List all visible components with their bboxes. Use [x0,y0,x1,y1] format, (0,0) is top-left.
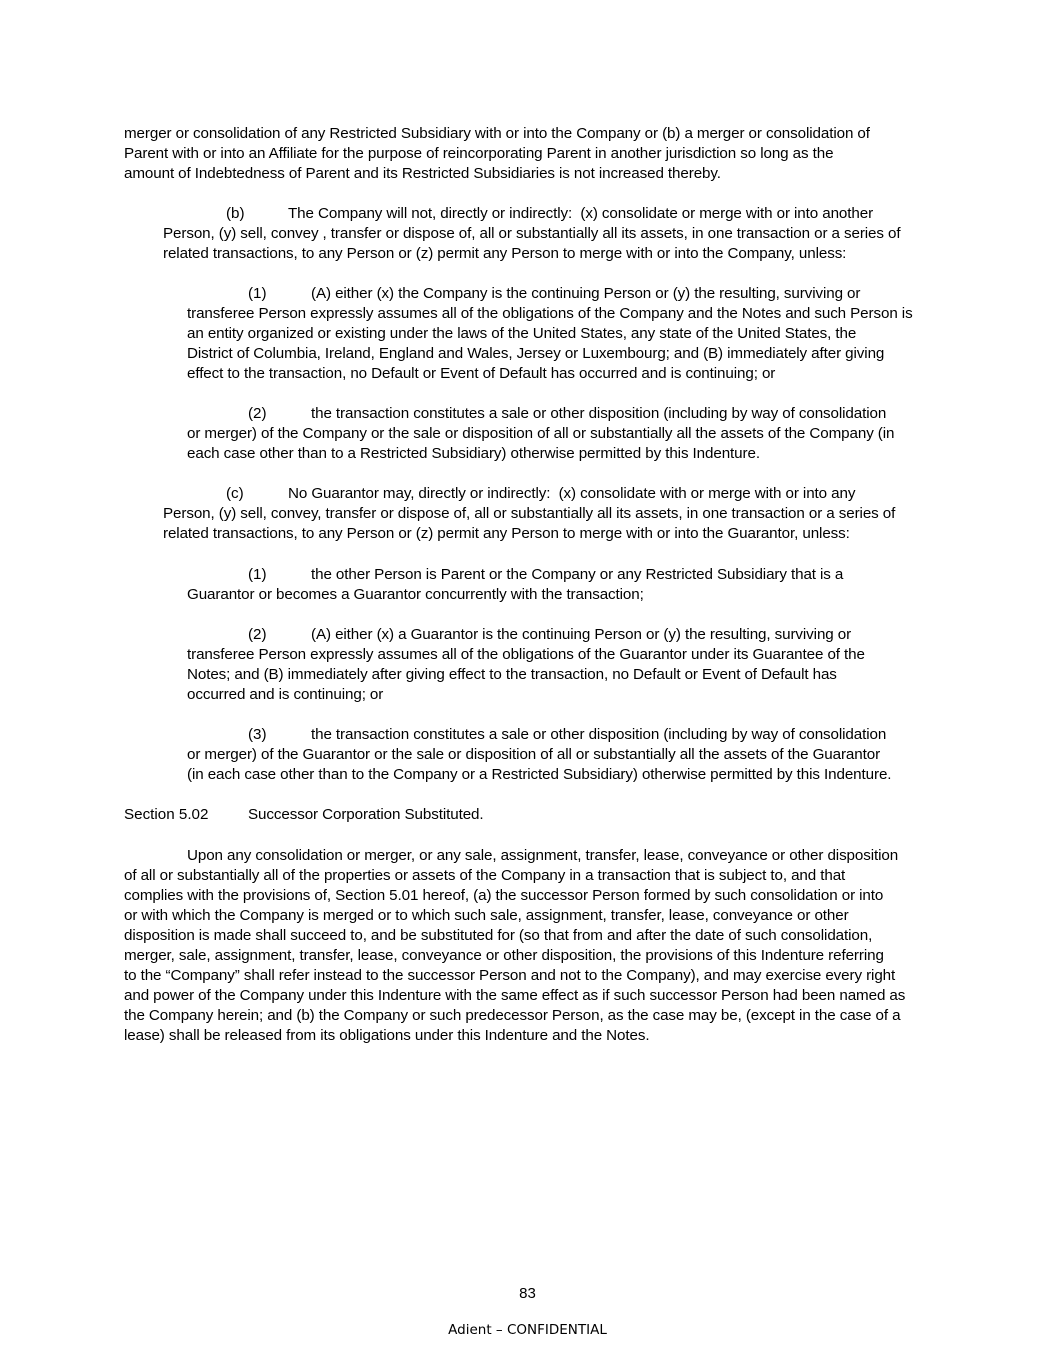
clause-b-item-1-line: transferee Person expressly assumes all of the obligations of the Company and the Notes and such Person is [187,305,913,322]
section-number: Section 5.02 [124,806,209,823]
clause-b-line: related transactions, to any Person or (z) permit any Person to merge with or into the Company, unless: [163,245,847,262]
clause-b-item-2-marker: (2) [248,405,267,422]
clause-c-line: No Guarantor may, directly or indirectly: (x) consolidate with or merge with or into any [288,485,856,502]
clause-c-item-1-marker: (1) [248,566,267,583]
section-body-line: disposition is made shall succeed to, and be substituted for (so that from and after the date of such consolidation, [124,927,873,944]
clause-c-item-2-line: Notes; and (B) immediately after giving effect to the transaction, no Default or Event of Default has [187,666,837,683]
clause-c-item-2-line: occurred and is continuing; or [187,686,384,703]
section-body-line: the Company herein; and (b) the Company or such predecessor Person, as the case may be, (except in the case of a [124,1007,901,1024]
clause-b-item-1-line: District of Columbia, Ireland, England and Wales, Jersey or Luxembourg; and (B) immediately after giving [187,345,885,362]
section-body-line: lease) shall be released from its obligations under this Indenture and the Notes. [124,1027,650,1044]
section-title: Successor Corporation Substituted. [248,806,484,823]
clause-b-item-1-line: an entity organized or existing under the laws of the United States, any state of the United States, the [187,325,857,342]
clause-c-item-2-line: transferee Person expressly assumes all of the obligations of the Guarantor under its Guarantee of the [187,646,865,663]
clause-b-item-1-line: effect to the transaction, no Default or Event of Default has occurred and is continuing; or [187,365,776,382]
clause-c-item-2-marker: (2) [248,626,267,643]
clause-b-item-1-marker: (1) [248,285,267,302]
clause-b-item-1-line: (A) either (x) the Company is the continuing Person or (y) the resulting, surviving or [311,285,861,302]
clause-c-item-3-marker: (3) [248,726,267,743]
section-body-line: and power of the Company under this Indenture with the same effect as if such successor Person had been named as [124,987,906,1004]
clause-c-item-3-line: (in each case other than to the Company or a Restricted Subsidiary) otherwise permitted by this Indenture. [187,766,892,783]
clause-b-line: The Company will not, directly or indirectly: (x) consolidate or merge with or into another [288,205,874,222]
page-number: 83 [519,1285,536,1302]
clause-b-item-2-line: or merger) of the Company or the sale or disposition of all or substantially all the assets of the Company (in [187,425,895,442]
intro-line: Parent with or into an Affiliate for the purpose of reincorporating Parent in another jurisdiction so long as the [124,145,834,162]
clause-c-item-3-line: the transaction constitutes a sale or other disposition (including by way of consolidation [311,726,887,743]
section-body-line: complies with the provisions of, Section 5.01 hereof, (a) the successor Person formed by such consolidation or into [124,887,884,904]
section-body-line: to the “Company” shall refer instead to the successor Person and not to the Company), and may exercise every right [124,967,896,984]
clause-c-line: Person, (y) sell, convey, transfer or dispose of, all or substantially all its assets, in one transaction or a series of [163,505,896,522]
clause-b-item-2-line: the transaction constitutes a sale or other disposition (including by way of consolidation [311,405,887,422]
section-body-line: or with which the Company is merged or to which such sale, assignment, transfer, lease, conveyance or other [124,907,849,924]
clause-c-marker: (c) [226,485,244,502]
clause-b-item-2-line: each case other than to a Restricted Subsidiary) otherwise permitted by this Indenture. [187,445,760,462]
confidential-footer: Adient – CONFIDENTIAL [448,1322,607,1338]
section-body-line: Upon any consolidation or merger, or any sale, assignment, transfer, lease, conveyance or other disposition [187,847,899,864]
clause-c-item-1-line: Guarantor or becomes a Guarantor concurrently with the transaction; [187,586,644,603]
clause-c-line: related transactions, to any Person or (z) permit any Person to merge with or into the Guarantor, unless: [163,525,850,542]
section-body-line: of all or substantially all of the properties or assets of the Company in a transaction that is subject to, and that [124,867,846,884]
clause-c-item-2-line: (A) either (x) a Guarantor is the continuing Person or (y) the resulting, surviving or [311,626,852,643]
section-body-line: merger, sale, assignment, transfer, lease, conveyance or other disposition, the provisions of this Indenture referring [124,947,884,964]
intro-line: merger or consolidation of any Restricted Subsidiary with or into the Company or (b) a merger or consolidation of [124,125,870,142]
clause-c-item-1-line: the other Person is Parent or the Company or any Restricted Subsidiary that is a [311,566,844,583]
clause-b-line: Person, (y) sell, convey , transfer or dispose of, all or substantially all its assets, in one transaction or a series of [163,225,901,242]
intro-line: amount of Indebtedness of Parent and its Restricted Subsidiaries is not increased thereby. [124,165,721,182]
clause-c-item-3-line: or merger) of the Guarantor or the sale or disposition of all or substantially all the assets of the Guarantor [187,746,881,763]
clause-b-marker: (b) [226,205,245,222]
